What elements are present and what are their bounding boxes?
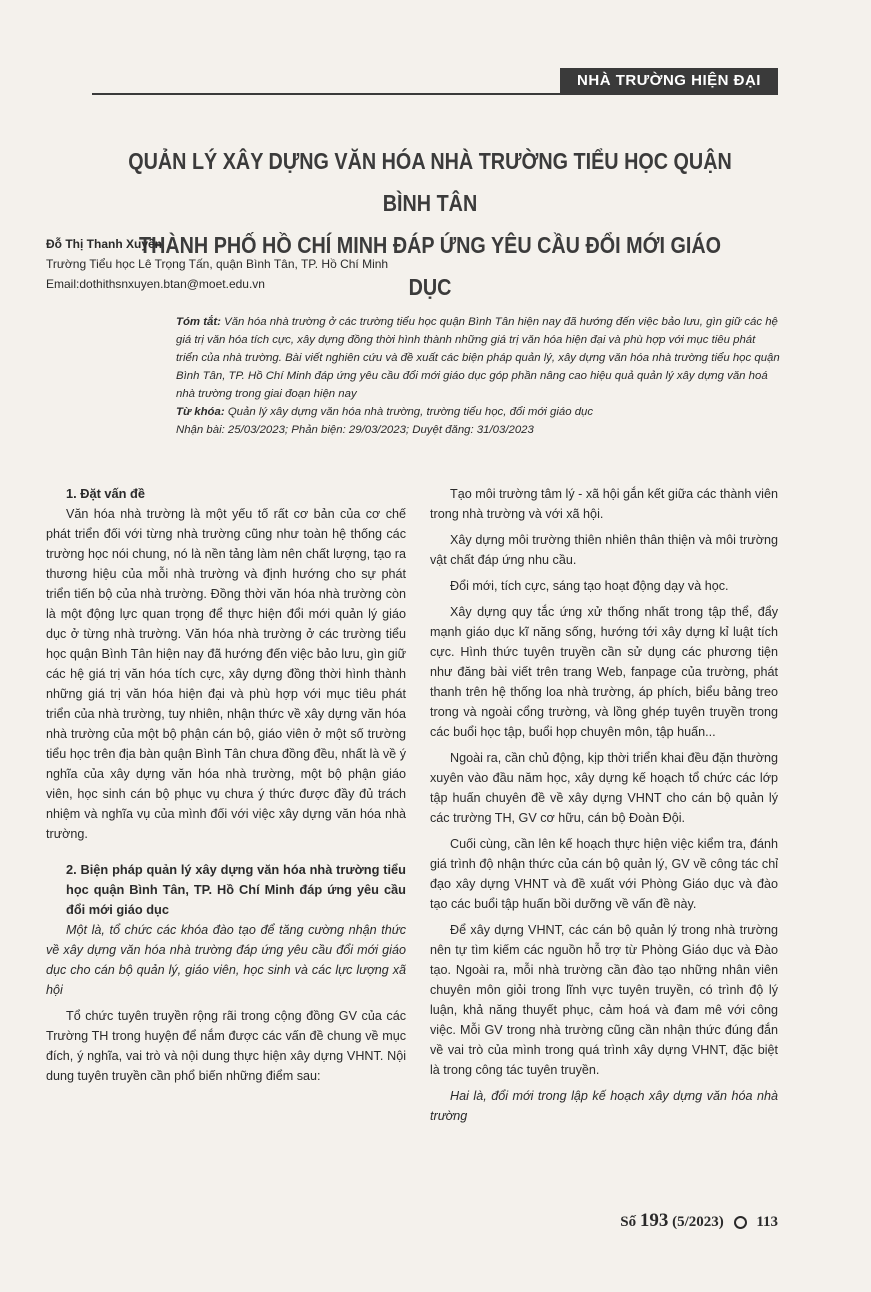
author-block — [46, 234, 426, 294]
issue-prefix: Số — [620, 1214, 637, 1230]
title-line-2: THÀNH PHỐ HỒ CHÍ MINH ĐÁP ỨNG YÊU CẦU ĐỔI MỚI GIÁO DỤC — [138, 232, 722, 300]
author-email[interactable]: Email:dothithsnxuyen.btan@moet.edu.vn — [46, 277, 265, 291]
paragraph: Văn hóa nhà trường là một yếu tố rất cơ bản của cơ chế phát triển đối với từng nhà trường cũng như toàn hệ thống các trường học nói chung, nó là nền tảng làm nên chất lượng, tạo ra thương hiệu của mỗi nhà trường và định hướng cho sự phát triển tiến bộ của nhà trường. Đồng thời văn hóa nhà trường còn là một động lực quan trọng để thực hiện đổi mới quản lý giáo dục ở từng nhà trường. Văn hóa nhà trường ở các trường tiểu học quận Bình Tân hiện nay đã hướng đến việc bảo lưu, gìn giữ các hệ giá trị văn hóa tích cực, xây dựng đồng thời hình thành những giá trị văn hóa hiện đại và phù hợp với mục tiêu phát triển của nhà trường, tuy nhiên, nhận thức về xây dựng văn hóa nhà trường của một bộ phận cán bộ, giáo viên ở một số trường tiểu học trên địa bàn quận Bình Tân chưa đồng đều, nhất là về ý nghĩa của xây dựng văn hóa nhà trường, một bộ phận giáo viên, học sinh cán bộ phục vụ chưa ý thức được đầy đủ trách nhiệm và nghĩa vụ của mình đối với việc xây dựng văn hóa nhà trường. — [46, 507, 406, 841]
paragraph: Tổ chức tuyên truyền rộng rãi trong cộng đồng GV của các Trường TH trong huyện để nắm được các vấn đề chung về mục đích, ý nghĩa, vai trò và nội dung thực hiện xây dựng VHNT. Nội dung tuyên truyền cần phổ biến những điểm sau: — [46, 1009, 406, 1083]
paragraph: Cuối cùng, cần lên kế hoạch thực hiện việc kiểm tra, đánh giá trình độ nhận thức của cán bộ quản lý, GV về công tác chỉ đạo xây dựng VHNT và đề xuất với Phòng Giáo dục và đào tạo các buổi tập huấn bồi dưỡng về vấn đề này. — [430, 837, 778, 911]
left-column — [46, 484, 406, 1092]
bullet-circle-icon — [734, 1216, 747, 1229]
page-footer — [560, 1210, 778, 1232]
paragraph: Ngoài ra, cần chủ động, kịp thời triển khai đều đặn thường xuyên vào đầu năm học, xây dựng kế hoạch tổ chức các lớp tập huấn chuyên đề về xây dựng VHNT cho cán bộ quản lý các trường TH, GV cơ hữu, cán bộ Đoàn Đội. — [430, 751, 778, 825]
right-column — [430, 484, 778, 1132]
paragraph-italic: Hai là, đổi mới trong lập kế hoạch xây dựng văn hóa nhà trường — [430, 1089, 778, 1123]
keywords-label: Từ khóa: — [176, 406, 225, 418]
paragraph: Để xây dựng VHNT, các cán bộ quản lý trong nhà trường nên tự tìm kiếm các nguồn hỗ trợ từ Phòng Giáo dục và Đào tạo. Ngoài ra, mỗi nhà trường cần đào tạo những nhân viên chuyên môn giỏi trong lĩnh vực tuyên truyền, có trình độ lý luận, khả năng thuyết phục, cảm hoá và đam mê với công việc. Mỗi GV trong nhà trường cũng cần nhận thức đúng đắn về vai trò của mình trong quá trình xây dựng VHNT, đặc biệt là trong công tác tuyên truyền. — [430, 923, 778, 1077]
author-name: Đỗ Thị Thanh Xuyên — [46, 237, 162, 251]
section-heading-2: 2. Biện pháp quản lý xây dựng văn hóa nhà trường tiểu học quận Bình Tân, TP. Hồ Chí Minh đáp ứng yêu cầu đổi mới giáo dục — [66, 862, 406, 917]
title-line-1: QUẢN LÝ XÂY DỰNG VĂN HÓA NHÀ TRƯỜNG TIỂU HỌC QUẬN BÌNH TÂN — [128, 148, 732, 216]
keywords — [176, 403, 780, 421]
issue-date: (5/2023) — [672, 1214, 724, 1230]
section-label: NHÀ TRƯỜNG HIỆN ĐẠI — [560, 68, 778, 94]
abstract-label: Tóm tắt: — [176, 316, 221, 328]
paragraph: Đổi mới, tích cực, sáng tạo hoạt động dạy và học. — [450, 579, 729, 593]
author-affiliation: Trường Tiểu học Lê Trọng Tấn, quận Bình Tân, TP. Hồ Chí Minh — [46, 257, 389, 271]
keywords-text: Quản lý xây dựng văn hóa nhà trường, trường tiểu học, đổi mới giáo dục — [227, 406, 594, 418]
paragraph: Xây dựng môi trường thiên nhiên thân thiện và môi trường vật chất đáp ứng nhu cầu. — [430, 533, 778, 567]
abstract — [176, 313, 780, 403]
paragraph: Tạo môi trường tâm lý - xã hội gắn kết giữa các thành viên trong nhà trường và với xã hội. — [430, 487, 778, 521]
section-rule — [92, 93, 778, 95]
abstract-block — [176, 313, 780, 439]
paragraph-italic: Một là, tổ chức các khóa đào tạo để tăng cường nhận thức về xây dựng văn hóa nhà trường đáp ứng yêu cầu đổi mới giáo dục cho cán bộ quản lý, giáo viên, học sinh và các lực lượng xã hội — [46, 923, 406, 997]
article-dates: Nhận bài: 25/03/2023; Phản biện: 29/03/2023; Duyệt đăng: 31/03/2023 — [176, 424, 534, 436]
paragraph: Xây dựng quy tắc ứng xử thống nhất trong tập thể, đẩy mạnh giáo dục kĩ năng sống, hướng tới xây dựng kỉ luật tích cực. Hình thức tuyên truyền cần sử dụng các phương tiện như đăng bài viết trên trang Web, fanpage của trường, phát thanh trên hệ thống loa nhà trường, áp phích, biểu bảng treo trong và ngoài cổng trường, và lồng ghép tuyên truyền trong các buổi học tập, buổi họp chuyên môn, tập huấn... — [430, 605, 778, 739]
page-number: 113 — [756, 1214, 778, 1230]
section-heading-1: 1. Đặt vấn đề — [66, 486, 145, 501]
abstract-text: Văn hóa nhà trường ở các trường tiểu học quận Bình Tân hiện nay đã hướng đến việc bảo lưu, gìn giữ các hệ giá trị văn hóa tích cực, xây dựng đồng thời hình thành những giá trị văn hóa hiện đại và phù hợp với mục tiêu phát triển của nhà trường. Bài viết nghiên cứu và đề xuất các biện pháp quản lý, xây dựng văn hóa nhà trường tiểu học quận Bình Tân, TP. Hồ Chí Minh đáp ứng yêu cầu đổi mới giáo dục góp phần nâng cao hiệu quả quản lý xây dựng văn hoá nhà trường trong giai đoạn hiện nay — [176, 316, 780, 400]
issue-number: 193 — [639, 1210, 669, 1231]
